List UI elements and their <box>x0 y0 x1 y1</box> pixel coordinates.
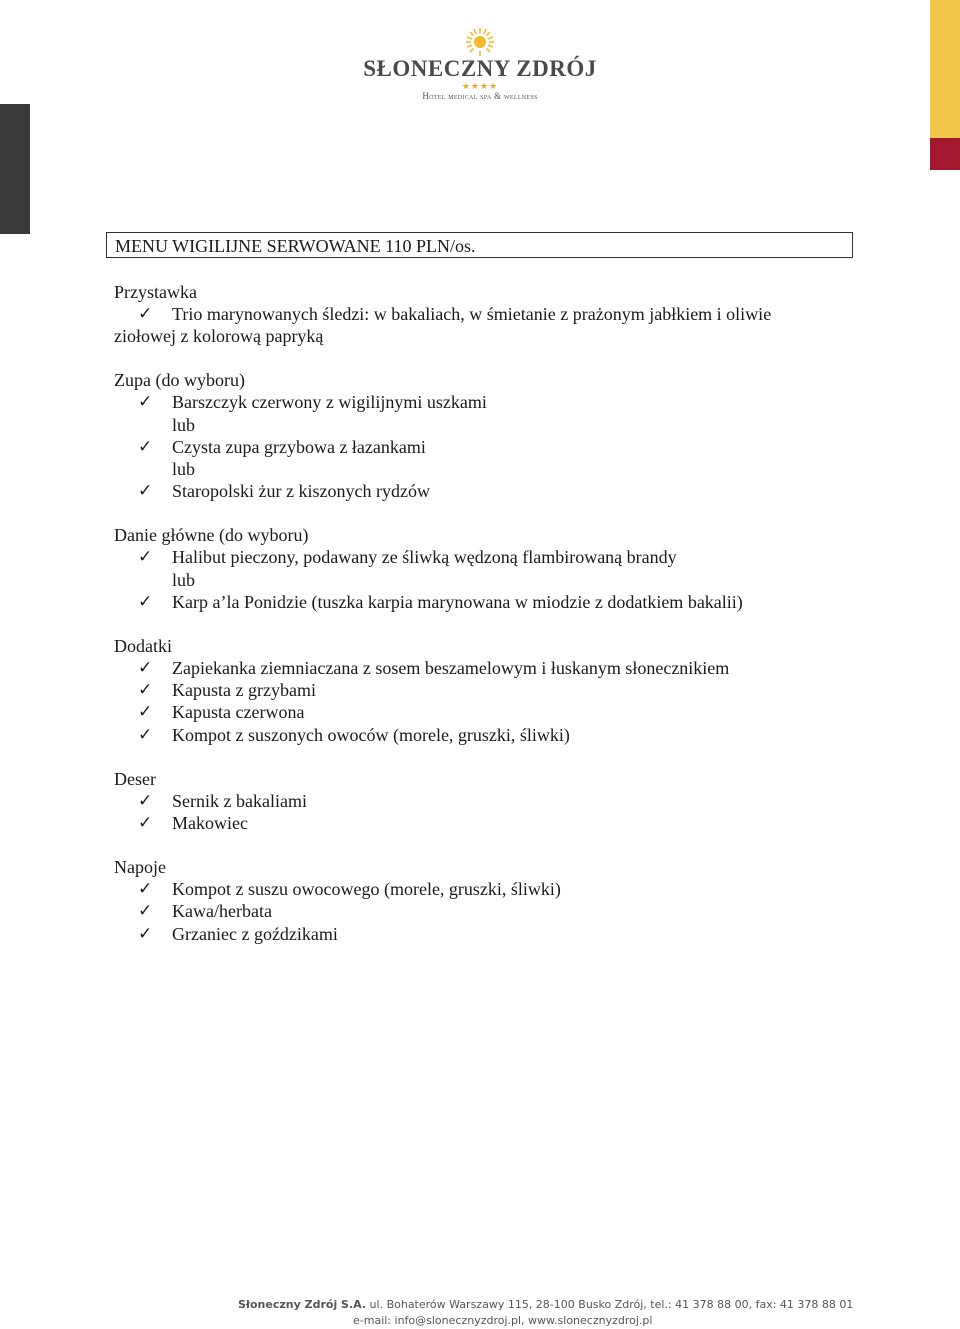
section-title: Zupa (do wyboru) <box>114 370 245 391</box>
item-text: Staropolski żur z kiszonych rydzów <box>172 481 430 502</box>
decorative-side-bar-gold <box>930 0 960 138</box>
item-text: Makowiec <box>172 813 248 834</box>
item-text: Grzaniec z goździkami <box>172 923 338 944</box>
section-title: Przystawka <box>114 282 197 302</box>
list-item <box>114 790 834 812</box>
item-text: Kawa/herbata <box>172 901 272 922</box>
list-item <box>114 591 834 613</box>
or-separator: lub <box>172 569 196 590</box>
checkmark-icon: ✓ <box>138 304 153 324</box>
list-item <box>114 878 834 900</box>
menu-title: MENU WIGILIJNE SERWOWANE 110 PLN/os. <box>106 232 853 258</box>
section-deser <box>114 768 834 834</box>
footer-address <box>238 1297 853 1313</box>
section-zupa <box>114 369 834 502</box>
section-title: Danie główne (do wyboru) <box>114 525 309 546</box>
hotel-logo <box>360 28 600 104</box>
list-item <box>114 436 834 458</box>
checkmark-icon: ✓ <box>138 436 153 457</box>
hotel-name: SŁONECZNY ZDRÓJ <box>363 56 597 81</box>
list-item <box>114 900 834 922</box>
item-text: Sernik z bakaliami <box>172 790 307 811</box>
hotel-stars: ★★★★ <box>461 81 499 91</box>
list-item <box>114 657 834 679</box>
checkmark-icon: ✓ <box>138 658 153 679</box>
hotel-subtitle: Hotel medical spa & wellness <box>422 91 538 101</box>
item-text-continued: ziołowej z kolorową papryką <box>114 326 324 347</box>
item-text: Kompot z suszonych owoców (morele, gruszki, śliwki) <box>172 724 570 745</box>
item-text: Kapusta z grzybami <box>172 680 316 701</box>
list-item <box>114 303 834 325</box>
or-separator: lub <box>172 414 196 435</box>
section-danie-glowne <box>114 524 834 613</box>
section-dodatki <box>114 635 834 746</box>
list-item <box>114 724 834 746</box>
menu-content <box>114 281 834 967</box>
section-title: Dodatki <box>114 636 172 657</box>
list-item <box>114 923 834 945</box>
checkmark-icon: ✓ <box>138 481 153 502</box>
list-item <box>114 679 834 701</box>
list-item <box>114 546 834 568</box>
list-item <box>114 812 834 834</box>
sun-icon <box>457 28 503 58</box>
section-title: Deser <box>114 768 156 789</box>
list-item <box>114 480 834 502</box>
item-text: Kapusta czerwona <box>172 702 305 723</box>
checkmark-icon: ✓ <box>138 702 153 723</box>
item-text: Halibut pieczony, podawany ze śliwką wędzoną flambirowaną brandy <box>172 547 677 568</box>
decorative-side-bar-red <box>930 138 960 170</box>
checkmark-icon: ✓ <box>138 547 153 568</box>
item-text: Trio marynowanych śledzi: w bakaliach, w śmietanie z prażonym jabłkiem i oliwie <box>172 304 772 324</box>
section-przystawka <box>114 281 834 347</box>
item-text: Czysta zupa grzybowa z łazankami <box>172 436 426 457</box>
checkmark-icon: ✓ <box>138 591 153 612</box>
item-text: Kompot z suszu owocowego (morele, gruszki, śliwki) <box>172 879 561 900</box>
checkmark-icon: ✓ <box>138 680 153 701</box>
checkmark-icon: ✓ <box>138 392 153 413</box>
checkmark-icon: ✓ <box>138 813 153 834</box>
item-text: Zapiekanka ziemniaczana z sosem beszamelowym i łuskanym słonecznikiem <box>172 658 730 679</box>
checkmark-icon: ✓ <box>138 790 153 811</box>
decorative-side-bar-left <box>0 104 30 234</box>
section-napoje <box>114 856 834 945</box>
checkmark-icon: ✓ <box>138 923 153 944</box>
checkmark-icon: ✓ <box>138 724 153 745</box>
footer-contact: e-mail: info@slonecznyzdroj.pl, www.slonecznyzdroj.pl <box>353 1314 653 1327</box>
footer-address-text: ul. Bohaterów Warszawy 115, 28-100 Busko Zdrój, tel.: 41 378 88 00, fax: 41 378 88 01 <box>366 1298 854 1311</box>
checkmark-icon: ✓ <box>138 901 153 922</box>
or-separator: lub <box>172 459 196 480</box>
list-item <box>114 391 834 413</box>
checkmark-icon: ✓ <box>138 879 153 900</box>
item-text: Barszczyk czerwony z wigilijnymi uszkami <box>172 392 487 413</box>
item-text: Karp a’la Ponidzie (tuszka karpia marynowana w miodzie z dodatkiem bakalii) <box>172 591 743 612</box>
list-item <box>114 701 834 723</box>
footer-company: Słoneczny Zdrój S.A. <box>238 1298 367 1311</box>
section-title: Napoje <box>114 857 166 878</box>
